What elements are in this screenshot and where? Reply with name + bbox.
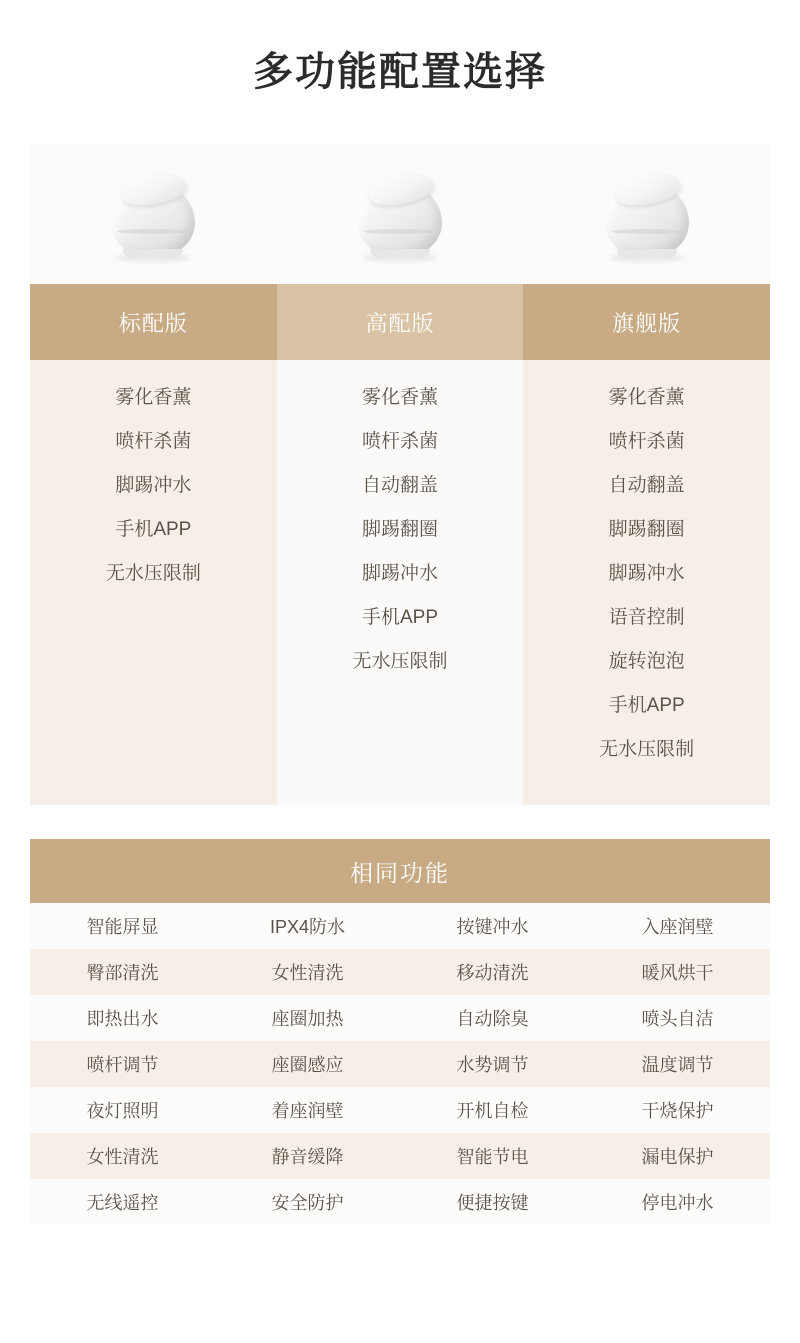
comparison-header-row bbox=[30, 284, 770, 360]
feature-item: 无水压限制 bbox=[599, 739, 695, 760]
table-cell: 女性清洗 bbox=[86, 1147, 159, 1167]
feature-column-flagship bbox=[523, 360, 770, 805]
table-cell: 女性清洗 bbox=[271, 963, 344, 983]
feature-item: 手机APP bbox=[361, 607, 439, 628]
product-image-row bbox=[30, 144, 770, 284]
table-cell: 暖风烘干 bbox=[641, 963, 714, 983]
feature-item: 喷杆杀菌 bbox=[115, 431, 192, 452]
table-cell: 即热出水 bbox=[86, 1009, 159, 1029]
feature-item: 喷杆杀菌 bbox=[362, 431, 439, 452]
table-cell: 移动清洗 bbox=[456, 963, 529, 983]
table-cell: 着座润壁 bbox=[271, 1101, 344, 1121]
table-cell: 静音缓降 bbox=[271, 1147, 344, 1167]
feature-column-high bbox=[277, 360, 524, 805]
table-cell: 智能屏显 bbox=[86, 917, 159, 937]
feature-item: 脚踢冲水 bbox=[608, 563, 685, 584]
feature-item: 手机APP bbox=[115, 519, 192, 540]
table-cell: 臀部清洗 bbox=[86, 963, 159, 983]
feature-item: 手机APP bbox=[608, 695, 685, 716]
table-row bbox=[30, 1041, 770, 1087]
table-cell: IPX4防水 bbox=[269, 917, 346, 937]
table-row bbox=[30, 949, 770, 995]
feature-item: 自动翻盖 bbox=[362, 475, 439, 496]
table-row bbox=[30, 1179, 770, 1225]
table-cell: 停电冲水 bbox=[641, 1193, 714, 1213]
table-cell: 夜灯照明 bbox=[86, 1101, 159, 1121]
table-cell: 温度调节 bbox=[641, 1055, 714, 1075]
feature-item: 雾化香薰 bbox=[608, 387, 685, 408]
table-row bbox=[30, 903, 770, 949]
shared-features-table bbox=[30, 839, 770, 1225]
feature-item: 旋转泡泡 bbox=[608, 651, 685, 672]
feature-item: 雾化香薰 bbox=[115, 387, 192, 408]
table-row bbox=[30, 1087, 770, 1133]
table-row bbox=[30, 995, 770, 1041]
product-image-flagship bbox=[523, 144, 770, 284]
feature-item: 脚踢翻圈 bbox=[608, 519, 685, 540]
feature-column-standard bbox=[30, 360, 277, 805]
table-cell: 自动除臭 bbox=[456, 1009, 529, 1029]
table-cell: 开机自检 bbox=[456, 1101, 529, 1121]
feature-item: 无水压限制 bbox=[105, 563, 201, 584]
table-cell: 智能节电 bbox=[456, 1147, 529, 1167]
product-image-high bbox=[277, 144, 524, 284]
feature-item: 脚踢冲水 bbox=[362, 563, 439, 584]
table-cell: 干烧保护 bbox=[641, 1101, 714, 1121]
table-cell: 喷头自洁 bbox=[641, 1009, 714, 1029]
table-cell: 喷杆调节 bbox=[86, 1055, 159, 1075]
shared-features-title: 相同功能 bbox=[30, 839, 770, 903]
table-cell: 座圈感应 bbox=[271, 1055, 344, 1075]
table-cell: 无线遥控 bbox=[86, 1193, 159, 1213]
comparison-table bbox=[30, 144, 770, 805]
column-header-standard: 标配版 bbox=[30, 284, 277, 360]
toilet-icon bbox=[354, 172, 446, 256]
feature-item: 无水压限制 bbox=[352, 651, 448, 672]
feature-item: 脚踢翻圈 bbox=[362, 519, 439, 540]
table-cell: 水势调节 bbox=[456, 1055, 529, 1075]
table-row bbox=[30, 1133, 770, 1179]
feature-item: 自动翻盖 bbox=[608, 475, 685, 496]
table-cell: 按键冲水 bbox=[456, 917, 529, 937]
feature-item: 喷杆杀菌 bbox=[608, 431, 685, 452]
comparison-body bbox=[30, 360, 770, 805]
column-header-high: 高配版 bbox=[277, 284, 524, 360]
table-cell: 漏电保护 bbox=[641, 1147, 714, 1167]
table-cell: 安全防护 bbox=[271, 1193, 344, 1213]
column-header-flagship: 旗舰版 bbox=[523, 284, 770, 360]
toilet-icon bbox=[601, 172, 693, 256]
toilet-icon bbox=[107, 172, 199, 256]
table-cell: 入座润壁 bbox=[641, 917, 714, 937]
product-image-standard bbox=[30, 144, 277, 284]
page-title: 多功能配置选择 bbox=[253, 50, 547, 94]
table-cell: 座圈加热 bbox=[271, 1009, 344, 1029]
feature-item: 脚踢冲水 bbox=[115, 475, 192, 496]
table-cell: 便捷按键 bbox=[456, 1193, 529, 1213]
feature-item: 语音控制 bbox=[608, 607, 685, 628]
feature-item: 雾化香薰 bbox=[362, 387, 439, 408]
